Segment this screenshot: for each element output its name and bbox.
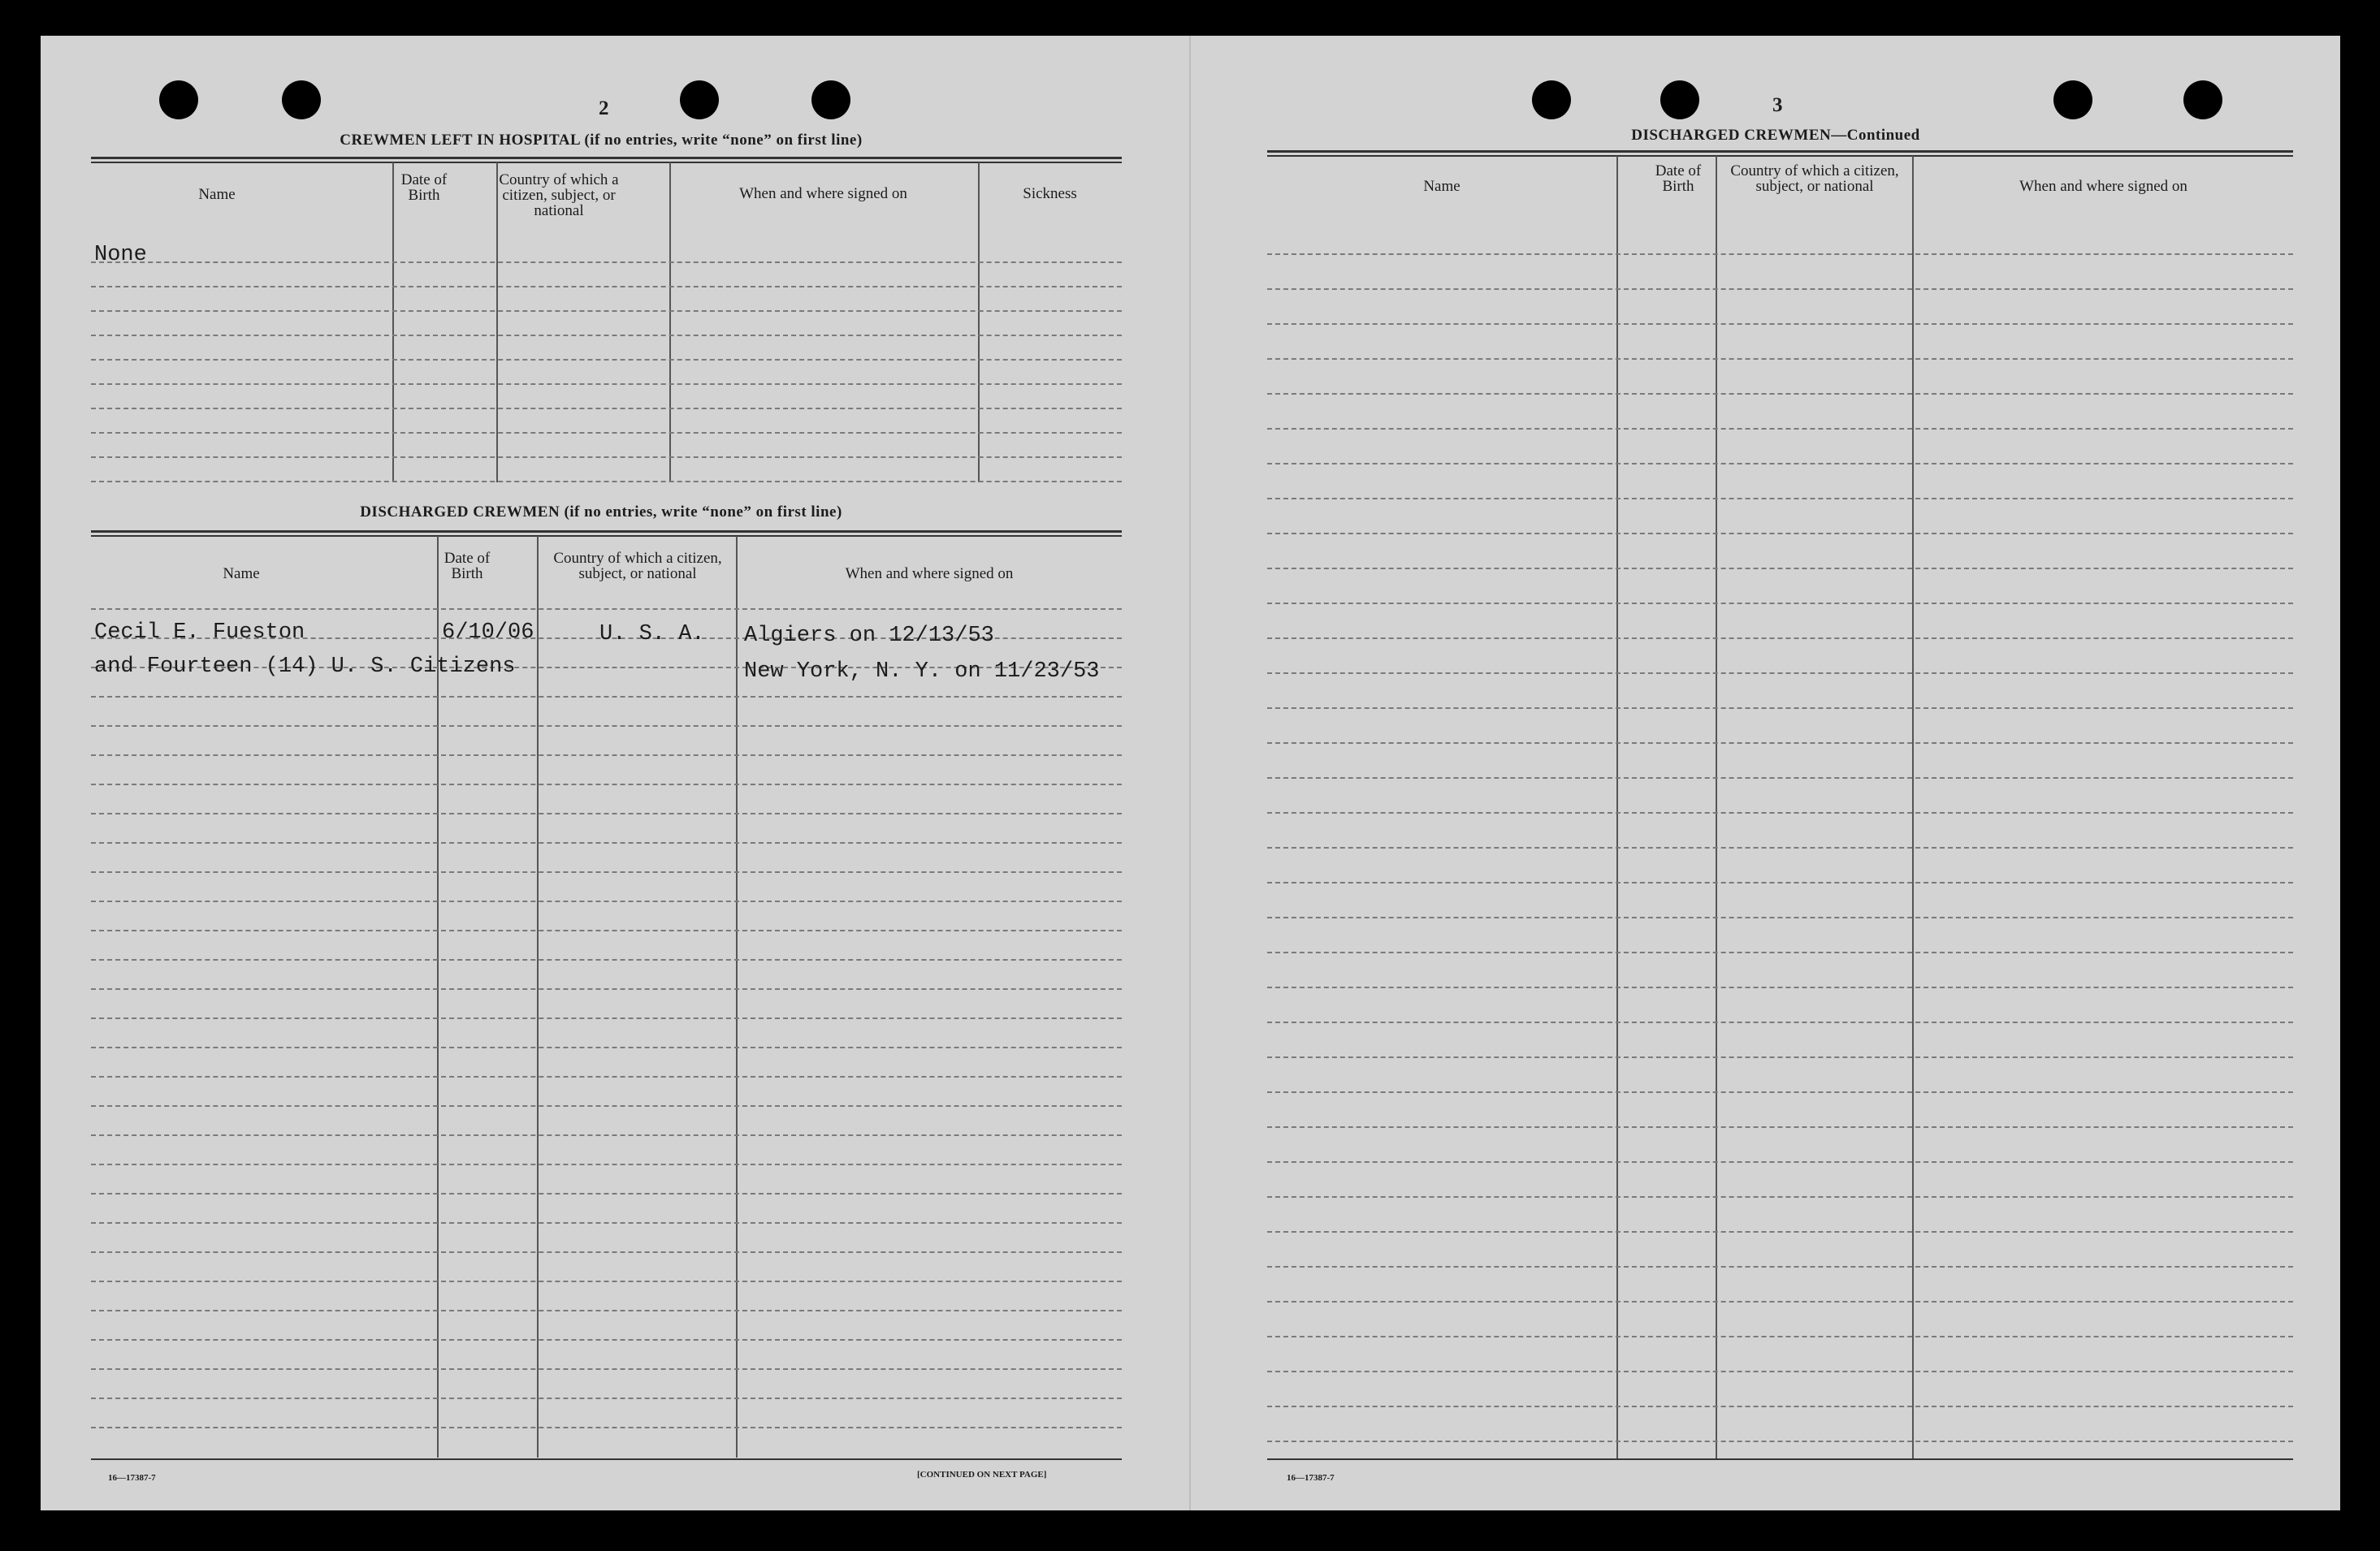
ledger-line [1267, 568, 2293, 569]
ledger-line [1267, 1022, 2293, 1023]
punch-hole [1660, 80, 1699, 119]
ledger-line [1267, 1056, 2293, 1058]
ledger-line [1267, 358, 2293, 360]
column-line [537, 536, 539, 1458]
ledger-line [91, 335, 1122, 336]
ledger-line [91, 1105, 1122, 1107]
ledger-line [1267, 1091, 2293, 1093]
crew-name: and Fourteen (14) U. S. Citizens [94, 655, 516, 679]
discharged-continued-title: DISCHARGED CREWMEN—Continued [1631, 127, 1920, 144]
header-dob: Date of Birth [444, 550, 491, 582]
crew-name: Cecil E. Fueston [94, 620, 305, 645]
column-line [1912, 156, 1914, 1458]
header-country: Country of which a citizen, subject, or national [1730, 162, 1899, 195]
punch-hole [2183, 80, 2222, 119]
header-signed: When and where signed on [2019, 178, 2187, 195]
header-country: Country of which a citizen, subject, or national [553, 550, 722, 582]
ledger-line [1267, 1126, 2293, 1128]
continued-note: [CONTINUED ON NEXT PAGE] [917, 1470, 1047, 1480]
column-line [496, 162, 498, 482]
ledger-line [1267, 917, 2293, 918]
ledger-line [1267, 288, 2293, 290]
column-line [978, 162, 980, 482]
ledger-line [91, 754, 1122, 756]
crew-country: U. S. A. [599, 622, 705, 646]
page-number: 3 [1772, 94, 1783, 116]
ledger-line [91, 608, 1122, 610]
bottom-rule [1267, 1458, 2293, 1460]
ledger-line [91, 1047, 1122, 1048]
column-line [1616, 156, 1618, 1458]
ledger-line [1267, 1196, 2293, 1198]
ledger-line [1267, 882, 2293, 884]
ledger-line [1267, 253, 2293, 255]
punch-hole [680, 80, 719, 119]
hospital-entry: None [94, 243, 147, 267]
header-dob: Date of Birth [1655, 162, 1702, 195]
left-page [41, 36, 1191, 1510]
ledger-line [91, 1076, 1122, 1078]
punch-hole [282, 80, 321, 119]
punch-hole [159, 80, 198, 119]
punch-hole [1532, 80, 1571, 119]
form-code: 16—17387-7 [1287, 1473, 1335, 1483]
ledger-line [91, 1017, 1122, 1019]
header-signed: When and where signed on [845, 565, 1014, 582]
ledger-line [91, 930, 1122, 931]
ledger-line [91, 1310, 1122, 1311]
ledger-line [91, 383, 1122, 385]
ledger-line [91, 813, 1122, 814]
ledger-line [91, 696, 1122, 698]
header-dob: Date of Birth [400, 171, 448, 204]
header-name: Name [223, 565, 260, 582]
hospital-section-title: CREWMEN LEFT IN HOSPITAL (if no entries, write “none” on first line) [340, 132, 863, 149]
ledger-line [91, 1251, 1122, 1253]
ledger-line [91, 359, 1122, 361]
ledger-line [1267, 1441, 2293, 1442]
ledger-line [1267, 1336, 2293, 1337]
ledger-line [1267, 533, 2293, 534]
ledger-line [91, 988, 1122, 990]
header-name: Name [1423, 178, 1460, 195]
ledger-line [1267, 603, 2293, 604]
ledger-line [91, 481, 1122, 482]
ledger-line [91, 1427, 1122, 1428]
ledger-line [1267, 637, 2293, 639]
section-rule [91, 157, 1122, 159]
ledger-line [91, 1368, 1122, 1370]
ledger-line [91, 842, 1122, 844]
ledger-line [91, 432, 1122, 434]
crew-dob: 6/10/06 [442, 620, 534, 645]
ledger-line [91, 784, 1122, 785]
section-rule [1267, 150, 2293, 153]
ledger-line [91, 1222, 1122, 1224]
discharged-section-title: DISCHARGED CREWMEN (if no entries, write “none” on first line) [360, 503, 842, 521]
ledger-line [91, 261, 1122, 263]
ledger-line [91, 1398, 1122, 1399]
ledger-line [1267, 812, 2293, 814]
crew-signed: New York, N. Y. on 11/23/53 [744, 659, 1100, 684]
ledger-line [1267, 952, 2293, 953]
ledger-line [91, 408, 1122, 409]
ledger-line [1267, 1406, 2293, 1407]
ledger-line [1267, 672, 2293, 674]
column-line [1716, 156, 1717, 1458]
header-name: Name [198, 186, 236, 203]
header-country: Country of which a citizen, subject, or national [499, 171, 619, 219]
ledger-line [91, 1339, 1122, 1341]
section-rule [1267, 155, 2293, 157]
section-rule [91, 535, 1122, 537]
ledger-line [1267, 393, 2293, 395]
ledger-line [1267, 777, 2293, 779]
form-code: 16—17387-7 [108, 1473, 156, 1483]
column-line [736, 536, 738, 1458]
punch-hole [2053, 80, 2092, 119]
ledger-line [1267, 707, 2293, 709]
ledger-line [1267, 742, 2293, 744]
page-number: 2 [599, 97, 609, 119]
ledger-line [1267, 1266, 2293, 1268]
ledger-line [91, 310, 1122, 312]
bottom-rule [91, 1458, 1122, 1460]
ledger-line [91, 901, 1122, 902]
ledger-line [91, 286, 1122, 287]
right-page [1191, 36, 2340, 1510]
column-line [392, 162, 394, 482]
ledger-line [1267, 1371, 2293, 1372]
crew-signed: Algiers on 12/13/53 [744, 624, 994, 648]
ledger-line [1267, 1161, 2293, 1163]
ledger-line [91, 1164, 1122, 1165]
ledger-line [1267, 428, 2293, 430]
ledger-line [91, 1134, 1122, 1136]
ledger-line [91, 1193, 1122, 1195]
ledger-line [91, 725, 1122, 727]
ledger-line [1267, 463, 2293, 464]
section-rule [91, 530, 1122, 533]
ledger-line [1267, 987, 2293, 988]
section-rule [91, 162, 1122, 163]
ledger-line [91, 871, 1122, 873]
ledger-line [91, 959, 1122, 961]
ledger-line [91, 1281, 1122, 1282]
header-signed: When and where signed on [739, 185, 907, 202]
ledger-line [91, 456, 1122, 458]
ledger-line [1267, 1231, 2293, 1233]
ledger-line [1267, 847, 2293, 849]
punch-hole [811, 80, 850, 119]
ledger-line [1267, 323, 2293, 325]
column-line [669, 162, 671, 482]
ledger-line [1267, 498, 2293, 499]
ledger-line [1267, 1301, 2293, 1303]
header-sickness: Sickness [1023, 185, 1077, 202]
